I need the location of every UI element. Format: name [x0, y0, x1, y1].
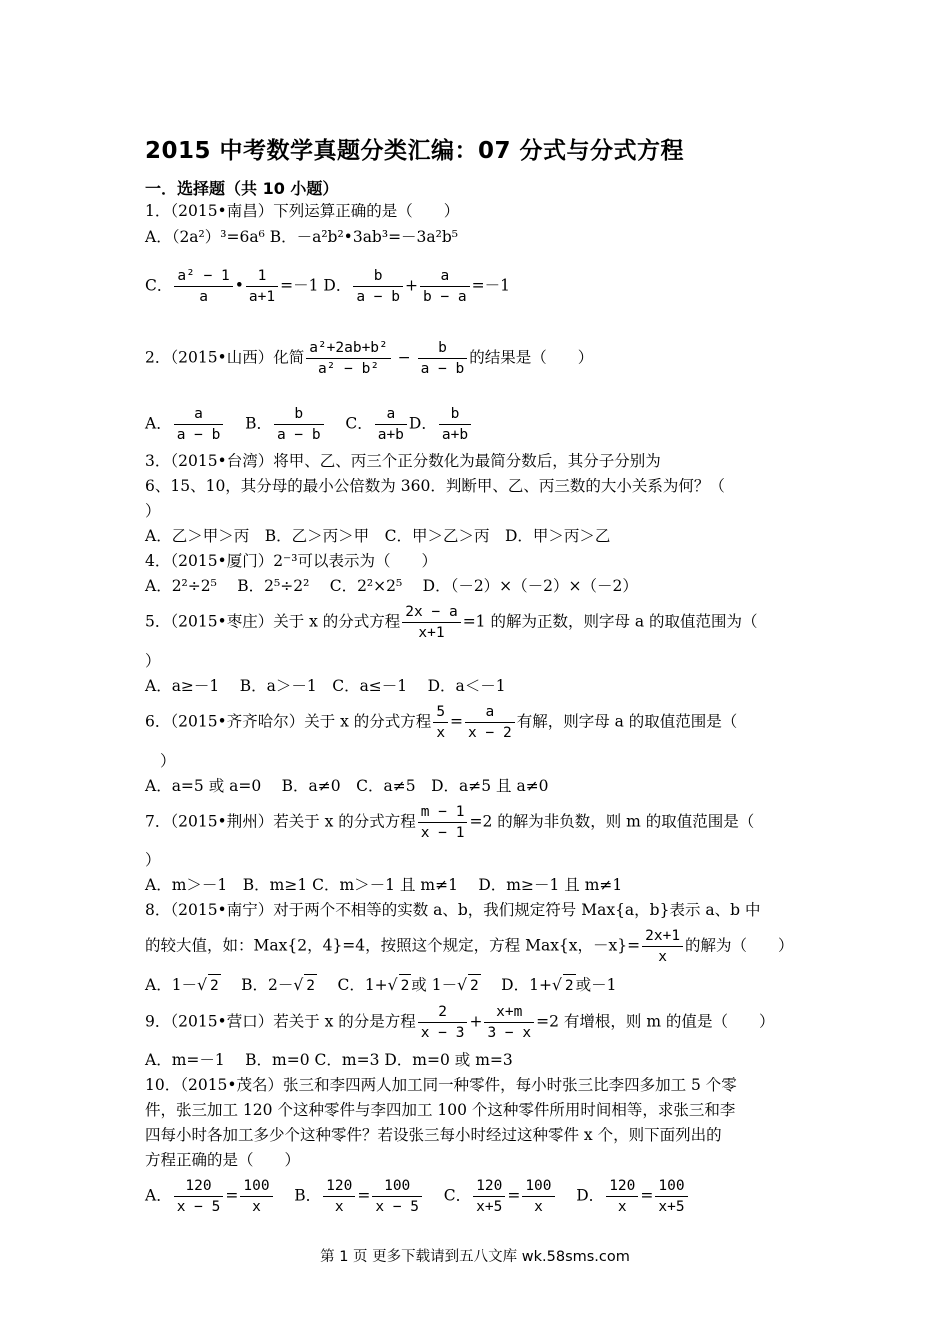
question-1-options-cd: C． $\frac{\text{a² − 1}}{a}$ • $\frac{1}{a+1}$ =－1 D． $\frac{b}{a - b}$ + $\frac{a}{b - a}$ =－1 [145, 268, 511, 305]
page-title: 2015 中考数学真题分类汇编：07 分式与分式方程 [145, 138, 685, 164]
fraction: $\frac{1}{a+1}$ [246, 266, 278, 307]
question-10-line-2: 件，张三加工 120 个这种零件与李四加工 100 个这种零件所用时间相等，求张三和李 [145, 1101, 736, 1119]
question-5-stem: 5．（2015•枣庄）关于 x 的分式方程 $\frac{2x - a}{x+1}$ =1 的解为正数，则字母 a 的取值范围为（ [145, 604, 758, 641]
fraction: $\frac{a}{x - 2}$ [465, 702, 515, 743]
option-label: C． [145, 276, 173, 295]
fraction: $\frac{5}{x}$ [433, 702, 448, 743]
question-9-stem: 9．（2015•营口）若关于 x 的分是方程 $\frac{2}{x - 3}$ + $\frac{x+m}{3 - x}$ =2 有增根，则 m 的值是（ ） [145, 1004, 775, 1041]
question-4-options: A．2²÷2⁵ B．2⁵÷2² C．2²×2⁵ D．（－2）×（－2）×（－2） [145, 577, 638, 595]
question-3-line-2: 6、15、10，其分母的最小公倍数为 360．判断甲、乙、丙三数的大小关系为何？（ [145, 477, 725, 495]
question-10-line-3: 四每小时各加工多少个这种零件？若设张三每小时经过这种零件 x 个，则下面列出的 [145, 1126, 722, 1144]
question-10-options: A． $\frac{120}{x - 5}$ = $\frac{100}{x}$ B． $\frac{120}{x}$ = $\frac{100}{x - 5}$ C． $\frac{120}{x+5}$ = $\frac{100}{x}$ D． $\frac{120}{x}$ = $\frac{100}{x+5}$ [145, 1176, 690, 1217]
fraction: $\frac{m - 1}{x - 1}$ [418, 802, 468, 843]
question-3-options: A．乙＞甲＞丙 B．乙＞丙＞甲 C．甲＞乙＞丙 D．甲＞丙＞乙 [145, 527, 611, 545]
question-2-stem: 2．（2015•山西）化简 $\frac{\text{a²+2ab+b²}}{\text{a² − b²}}$ − $\frac{b}{a - b}$ 的结果是（ ） [145, 340, 594, 377]
fraction: $\frac{b}{a - b}$ [418, 338, 468, 379]
question-7-line-2: ） [145, 851, 161, 869]
fraction: $\frac{a}{b - a}$ [420, 266, 470, 307]
question-10-line-1: 10．（2015•茂名）张三和李四两人加工同一种零件，每小时张三比李四多加工 5 个零 [145, 1076, 737, 1094]
section-heading: 一．选择题（共 10 小题） [145, 179, 339, 198]
question-3-line-3: ） [145, 502, 161, 520]
question-7-options: A．m＞－1 B．m≥1 C．m＞－1 且 m≠1 D．m≥－1 且 m≠1 [145, 876, 623, 894]
question-8-line-1: 8．（2015•南宁）对于两个不相等的实数 a、b，我们规定符号 Max{a，b}表示 a、b 中 [145, 901, 761, 919]
fraction: $\frac{b}{a - b}$ [353, 266, 403, 307]
question-1-stem: 1．（2015•南昌）下列运算正确的是（ ） [145, 202, 460, 220]
fraction: $\frac{\text{a²+2ab+b²}}{\text{a² − b²}}$ [306, 338, 391, 379]
page-footer: 第 1 页 更多下载请到五八文库 wk.58sms.com [320, 1249, 630, 1265]
question-2-options: A． $\frac{a}{a - b}$ B． $\frac{b}{a - b}$ C． $\frac{a}{a+b}$ D． $\frac{b}{a+b}$ [145, 404, 473, 445]
question-6-options: A．a=5 或 a=0 B．a≠0 C．a≠5 D．a≠5 且 a≠0 [145, 777, 549, 795]
fraction: $\frac{x+m}{3 - x}$ [484, 1002, 534, 1043]
question-3-line-1: 3．（2015•台湾）将甲、乙、丙三个正分数化为最简分数后，其分子分别为 [145, 452, 661, 470]
question-9-options: A．m=－1 B．m=0 C．m=3 D．m=0 或 m=3 [145, 1051, 513, 1069]
fraction: $\frac{2x - a}{x+1}$ [402, 602, 460, 643]
question-8-line-2: 的较大值，如：Max{2，4}=4，按照这个规定，方程 Max{x，－x}= $\frac{2x+1}{x}$ 的解为（ ） [145, 928, 794, 965]
question-6-line-2: ） [160, 752, 176, 770]
question-5-line-2: ） [145, 652, 161, 670]
question-4-stem: 4．（2015•厦门）2⁻³可以表示为（ ） [145, 552, 437, 570]
fraction: $\frac{\text{a² − 1}}{a}$ [174, 266, 232, 307]
question-1-options-ab: A．（2a²）³=6a⁶ B．－a²b²•3ab³=－3a²b⁵ [145, 228, 459, 246]
question-8-options: A．1－√ 2 B．2－√ 2 C．1+√ 2 或 1－√ 2 D．1+√ 2 或－1 [145, 974, 616, 997]
fraction: $\frac{2x+1}{x}$ [642, 926, 683, 967]
question-7-stem: 7．（2015•荆州）若关于 x 的分式方程 $\frac{m - 1}{x - 1}$ =2 的解为非负数，则 m 的取值范围是（ [145, 804, 755, 841]
question-6-stem: 6．（2015•齐齐哈尔）关于 x 的分式方程 $\frac{5}{x}$ = $\frac{a}{x - 2}$ 有解，则字母 a 的取值范围是（ [145, 704, 738, 741]
question-5-options: A．a≥－1 B．a＞－1 C．a≤－1 D．a＜－1 [145, 677, 506, 695]
question-10-line-4: 方程正确的是（ ） [145, 1151, 301, 1169]
fraction: $\frac{2}{x - 3}$ [418, 1002, 468, 1043]
